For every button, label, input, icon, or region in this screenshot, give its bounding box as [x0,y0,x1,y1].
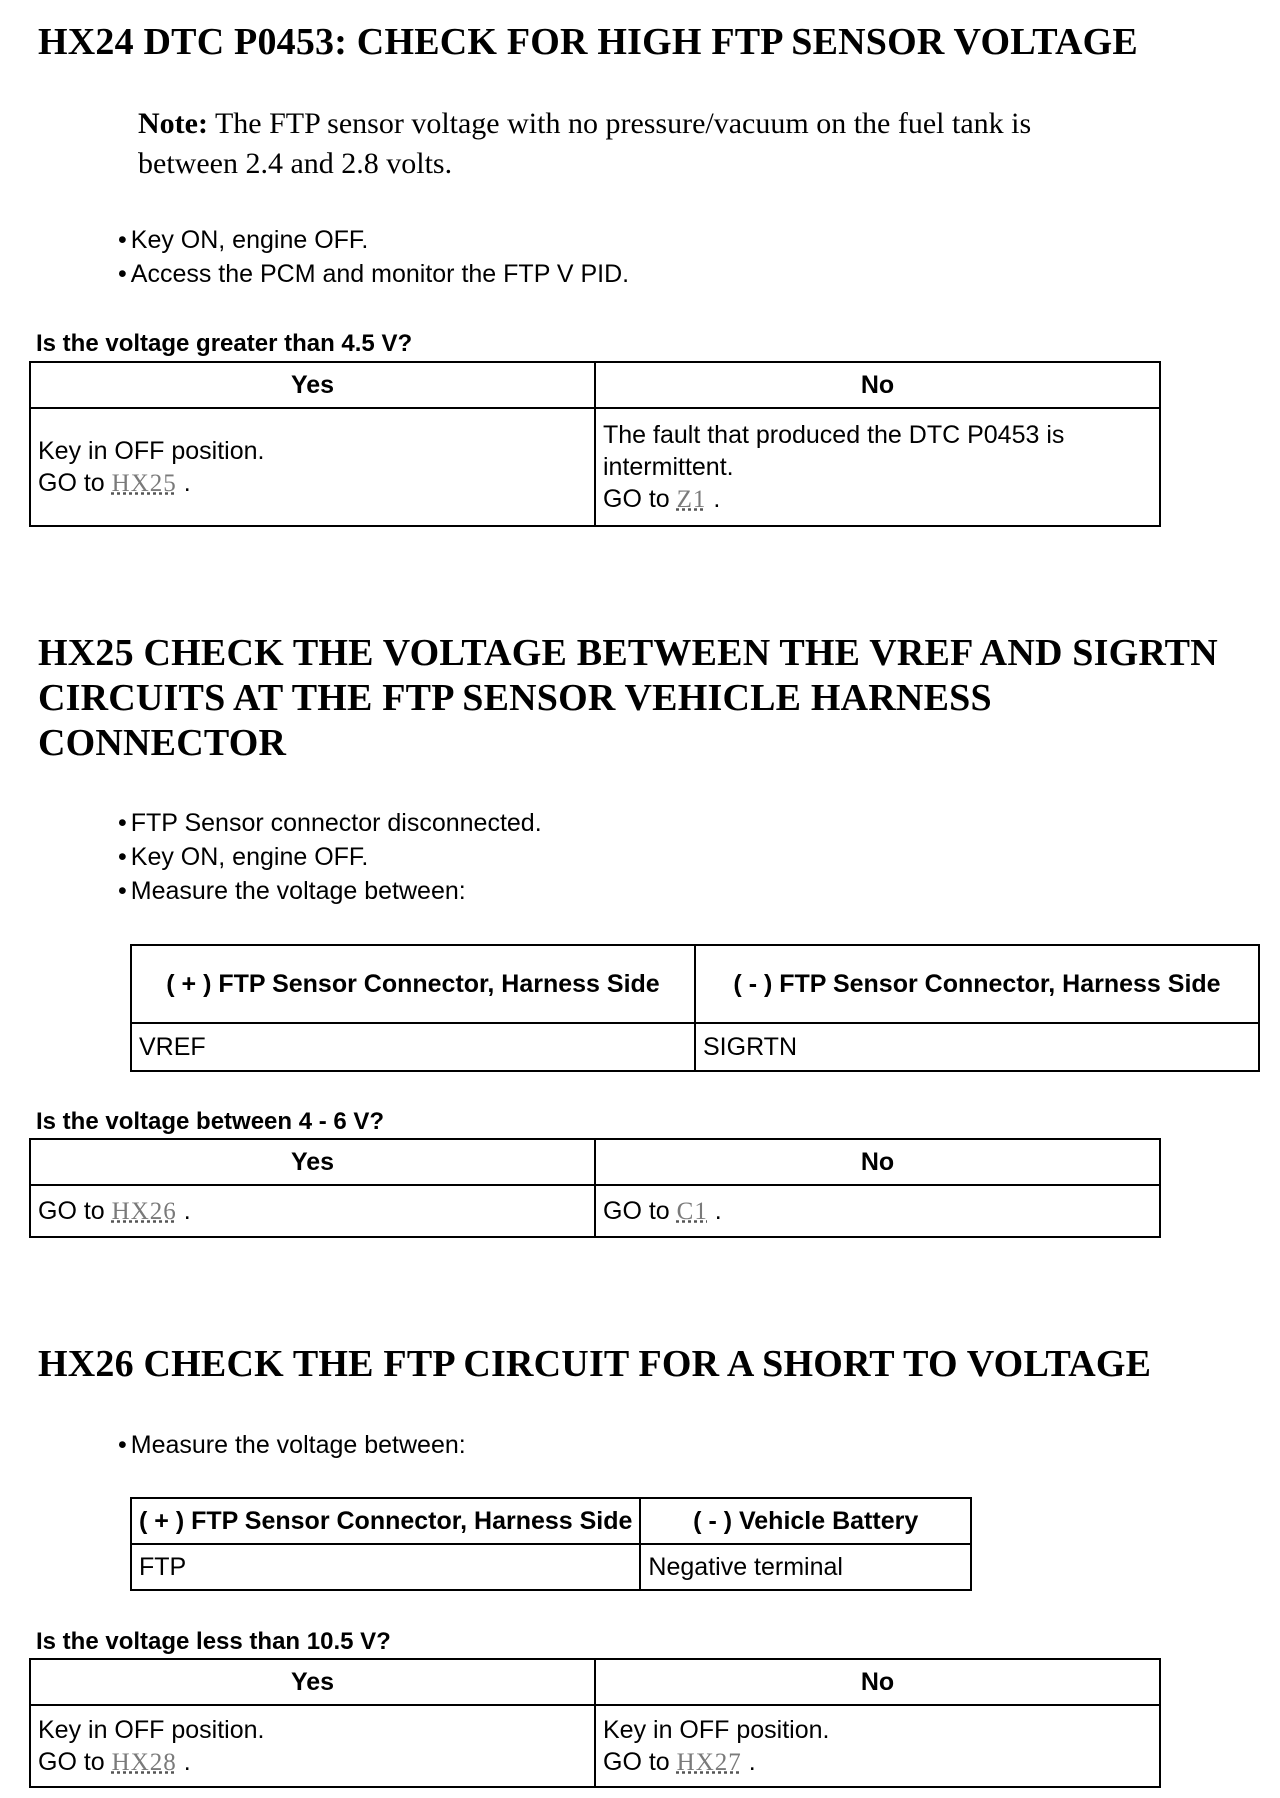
yes-instruction: Key in OFF position. [38,436,265,465]
hx24-question: Is the voltage greater than 4.5 V? [36,330,413,357]
link-z1[interactable]: Z1 [676,485,707,513]
link-c1[interactable]: C1 [676,1197,708,1225]
hx24-note [138,104,1138,184]
yes-instruction: Key in OFF position. [38,1715,265,1744]
no-goto: GO to Z1 . [603,484,721,513]
no-instruction: Key in OFF position. [603,1715,830,1744]
list-item: • Access the PCM and monitor the FTP V PID. [118,257,629,291]
hx25-measure-table [130,944,1260,1072]
link-hx28[interactable]: HX28 [111,1748,177,1776]
negative-value: SIGRTN [695,1023,1259,1071]
hx26-measure-table [130,1497,972,1591]
link-hx27[interactable]: HX27 [676,1748,742,1776]
positive-value: FTP [131,1544,640,1590]
hx26-title: HX26 CHECK THE FTP CIRCUIT FOR A SHORT TO VOLTAGE [38,1343,1152,1385]
no-header: No [595,1659,1160,1705]
negative-value: Negative terminal [640,1544,971,1590]
link-hx26[interactable]: HX26 [111,1197,177,1225]
list-item: • Measure the voltage between: [118,1428,466,1462]
yes-cell [30,408,595,526]
hx24-answer-table [29,361,1161,527]
positive-header: ( + ) FTP Sensor Connector, Harness Side [131,945,695,1023]
hx25-bullet-list [118,806,542,908]
list-item: • FTP Sensor connector disconnected. [118,806,542,840]
link-hx25[interactable]: HX25 [111,469,177,497]
list-item: • Key ON, engine OFF. [118,840,542,874]
positive-value: VREF [131,1023,695,1071]
hx26-bullet-list [118,1428,466,1462]
hx26-answer-table [29,1658,1161,1788]
no-header: No [595,362,1160,408]
hx24-title: HX24 DTC P0453: CHECK FOR HIGH FTP SENSOR VOLTAGE [38,21,1138,63]
no-cell [595,1705,1160,1787]
hx26-question: Is the voltage less than 10.5 V? [36,1628,391,1655]
list-item: • Measure the voltage between: [118,874,542,908]
no-cell: GO to C1 . [595,1185,1160,1237]
negative-header: ( - ) Vehicle Battery [640,1498,971,1544]
yes-goto: GO to HX25 . [38,468,191,497]
yes-cell [30,1705,595,1787]
yes-header: Yes [30,1139,595,1185]
no-cell [595,408,1160,526]
yes-header: Yes [30,1659,595,1705]
hx25-answer-table [29,1138,1161,1238]
no-instruction: The fault that produced the DTC P0453 is intermittent. [603,420,1065,481]
positive-header: ( + ) FTP Sensor Connector, Harness Side [131,1498,640,1544]
yes-goto: GO to HX28 . [38,1747,191,1776]
negative-header: ( - ) FTP Sensor Connector, Harness Side [695,945,1259,1023]
hx25-question: Is the voltage between 4 - 6 V? [36,1108,385,1135]
hx24-bullet-list [118,223,629,291]
yes-cell: GO to HX26 . [30,1185,595,1237]
no-goto: GO to HX27 . [603,1747,756,1776]
note-text: The FTP sensor voltage with no pressure/vacuum on the fuel tank is between 2.4 and 2.8 volts. [138,107,1032,180]
hx25-title: HX25 CHECK THE VOLTAGE BETWEEN THE VREF AND SIGRTN CIRCUITS AT THE FTP SENSOR VEHICLE HARNESS CONNECTOR [38,632,1218,764]
yes-header: Yes [30,362,595,408]
no-header: No [595,1139,1160,1185]
note-label: Note: [138,107,208,140]
list-item: • Key ON, engine OFF. [118,223,629,257]
